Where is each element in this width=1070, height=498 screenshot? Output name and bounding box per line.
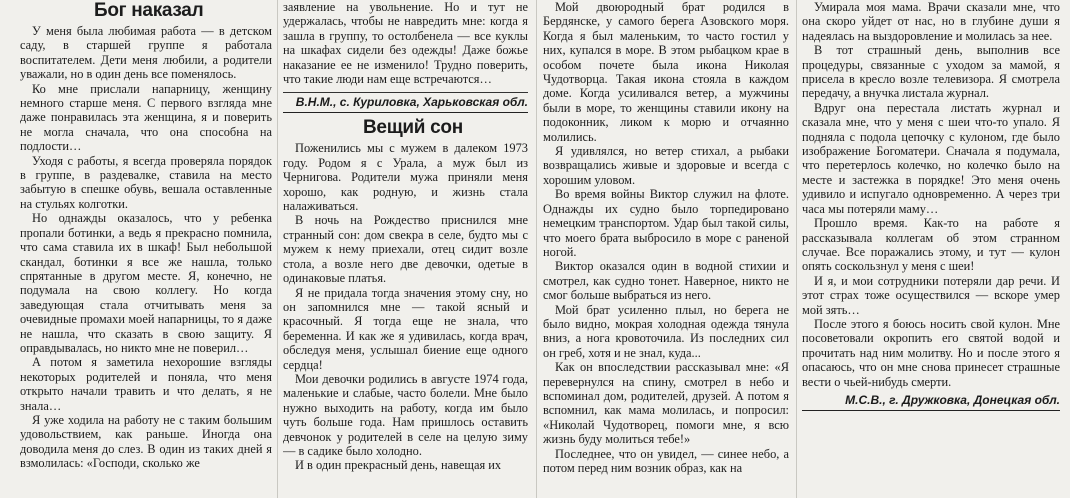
- story-title-veshchiy-son: Вещий сон: [363, 117, 463, 139]
- paragraph: У меня была любимая работа — в детском саду, в старшей группе я работала воспитателем. Дети меня любили, а родители уважали, но в один день все поменялось.: [20, 24, 272, 82]
- paragraph: Виктор оказался один в водной стихии и смотрел, как судно тонет. Наверное, никто не смог больше выбраться из него.: [543, 259, 789, 303]
- paragraph: И я, и мои сотрудники потеряли дар речи. И этот страх тоже осуществился — вскоре умер мой зять…: [802, 273, 1060, 317]
- paragraph: Ко мне прислали напарницу, женщину немного старше меня. С первого взгляда мне даже понравилась эта женщина, я и поверить не могла сначала, что она способна на подлости…: [20, 81, 272, 154]
- paragraph: Я удивлялся, но ветер стихал, а рыбаки возвращались живые и здоровые и всегда с хорошим уловом.: [543, 144, 789, 187]
- paragraph: Последнее, что он увидел, — синее небо, а потом перед ним возник образ, как на: [543, 446, 789, 475]
- paragraph: После этого я боюсь носить свой кулон. Мне посоветовали окропить его святой водой и прочитать над ним молитву. Но и после этого я опасаюсь, что он мне снова принесет страшные вести о чьей-нибудь смерти.: [802, 316, 1060, 389]
- column-divider: [277, 0, 278, 498]
- paragraph: Уходя с работы, я всегда проверяла порядок в группе, в раздевалке, ставила на место забытую в спешке обувь, вешала оставленные на стульях колготки.: [20, 153, 272, 211]
- paragraph: Поженились мы с мужем в далеком 1973 году. Родом я с Урала, а муж был из Чернигова. Родители мужа приняли меня хорошо, как родную, и жизнь стала налаживаться.: [283, 141, 528, 214]
- column-divider: [536, 0, 537, 498]
- paragraph: Прошло время. Как-то на работе я рассказывала коллегам об этом странном случае. Все поражались этому, и тут — кулон опять соскользнул у меня с шеи!: [802, 216, 1060, 274]
- paragraph: В ночь на Рождество приснился мне странный сон: дом свекра в селе, будто мы с мужем к нему приехали, отец сидит возле стола, а возле него две девочки, одетые в одинаковые платья.: [283, 213, 528, 286]
- paragraph: Мой брат усиленно плыл, но берега не было видно, мокрая холодная одежда тянула вниз, а нога кровоточила. Из последних сил он греб, хотя и не знал, куда...: [543, 302, 789, 360]
- paragraph: Мой двоюродный брат родился в Бердянске, у самого берега Азовского моря. Когда я был маленьким, то часто гостил у них, купался в море. В этом рыбацком крае в особом почете была икона Николая Чудотворца. Такая икона стояла в каждом доме. Когда усиливался ветер, а мужчины были в море, то женщины ставили икону на подоконник, ликом к морю и отчаянно молились.: [543, 0, 789, 144]
- paragraph: Мои девочки родились в августе 1974 года, маленькие и слабые, часто болели. Мне было нужно выходить на работу, когда им было чуть больше года. Нам пришлось оставить девчонок у родителей в селе на целую зиму — в садике было холодно.: [283, 371, 528, 458]
- story-title-bog-nakazal: Бог наказал: [94, 0, 204, 21]
- paragraph: заявление на увольнение. Но и тут не удержалась, чтобы не навредить мне: когда я зашла в группу, то остолбенела — все куклы на шкафах сидели без одежды! Даже божье наказание ее не изменило! Трудно поверить, что такие люди нам еще встречаются…: [283, 0, 528, 87]
- paragraph: А потом я заметила нехорошие взгляды некоторых родителей и поняла, что меня открыто начали травить и что делать, я не знала…: [20, 355, 272, 413]
- paragraph: Умирала моя мама. Врачи сказали мне, что она скоро уйдет от нас, но в глубине души я надеялась на выздоровление и молилась за нее.: [802, 0, 1060, 43]
- column-divider: [796, 0, 797, 498]
- paragraph: Во время войны Виктор служил на флоте. Однажды их судно было торпедировано немецким транспортом. Удар был такой силы, что моего брата выбросило в море с раненой ногой.: [543, 187, 789, 259]
- paragraph: Я уже ходила на работу не с таким большим удовольствием, как раньше. Иногда она доводила меня до слез. В один из таких дней я взмолилась: «Господи, сколько же: [20, 412, 272, 471]
- paragraph: В тот страшный день, выполнив все процедуры, связанные с уходом за мамой, я присела в кресло возле телевизора. Я смотрела передачу, а внучка листала журнал.: [802, 43, 1060, 101]
- column-1: [20, 0, 272, 498]
- paragraph: Я не придала тогда значения этому сну, но он запомнился мне — такой ясный и красочный. Я тогда еще не знала, что беременна. И как же я удивилась, когда врач, обследуя меня, услышал биение еще одного сердца!: [283, 285, 528, 372]
- paragraph: Но однажды оказалось, что у ребенка пропали ботинки, а ведь я прекрасно помнила, что сама ставила их в шкаф! Был небольшой скандал, ботинки я все же нашла, только спрятанные в другом месте. Я, конечно, не подумала на свою коллегу. Но когда заведующая стала отчитывать меня за очевидные промахи моей напарницы, то я даже не нашла, что сказать в свою защиту. Я оправдывалась, но никто мне не поверил…: [20, 211, 272, 355]
- paragraph: Как он впоследствии рассказывал мне: «Я перевернулся на спину, смотрел в небо и вспоминал дом, родителей, друзей. А потом я вспомнил, как мама молилась, и попросил: «Николай Чудотворец, помоги мне, я всю жизнь буду молиться тебе!»: [543, 360, 789, 447]
- column-3: [543, 0, 789, 498]
- column-2: [283, 0, 528, 498]
- signature: М.С.В., г. Дружковка, Донецкая обл.: [802, 393, 1060, 411]
- paragraph: И в один прекрасный день, навещая их: [295, 458, 502, 473]
- column-4: [802, 0, 1060, 498]
- signature: В.Н.М., с. Куриловка, Харьковская обл.: [283, 92, 528, 113]
- paragraph: Вдруг она перестала листать журнал и сказала мне, что у меня с шеи что-то упало. Я подняла с подола цепочку с кулоном, где было изображение Богоматери. Сначала я подумала, что перетерлось колечко, но колечко было на месте и застежка в порядке! Это меня очень удивило и испугало одновременно. А через три часа мы потеряли маму…: [802, 100, 1060, 216]
